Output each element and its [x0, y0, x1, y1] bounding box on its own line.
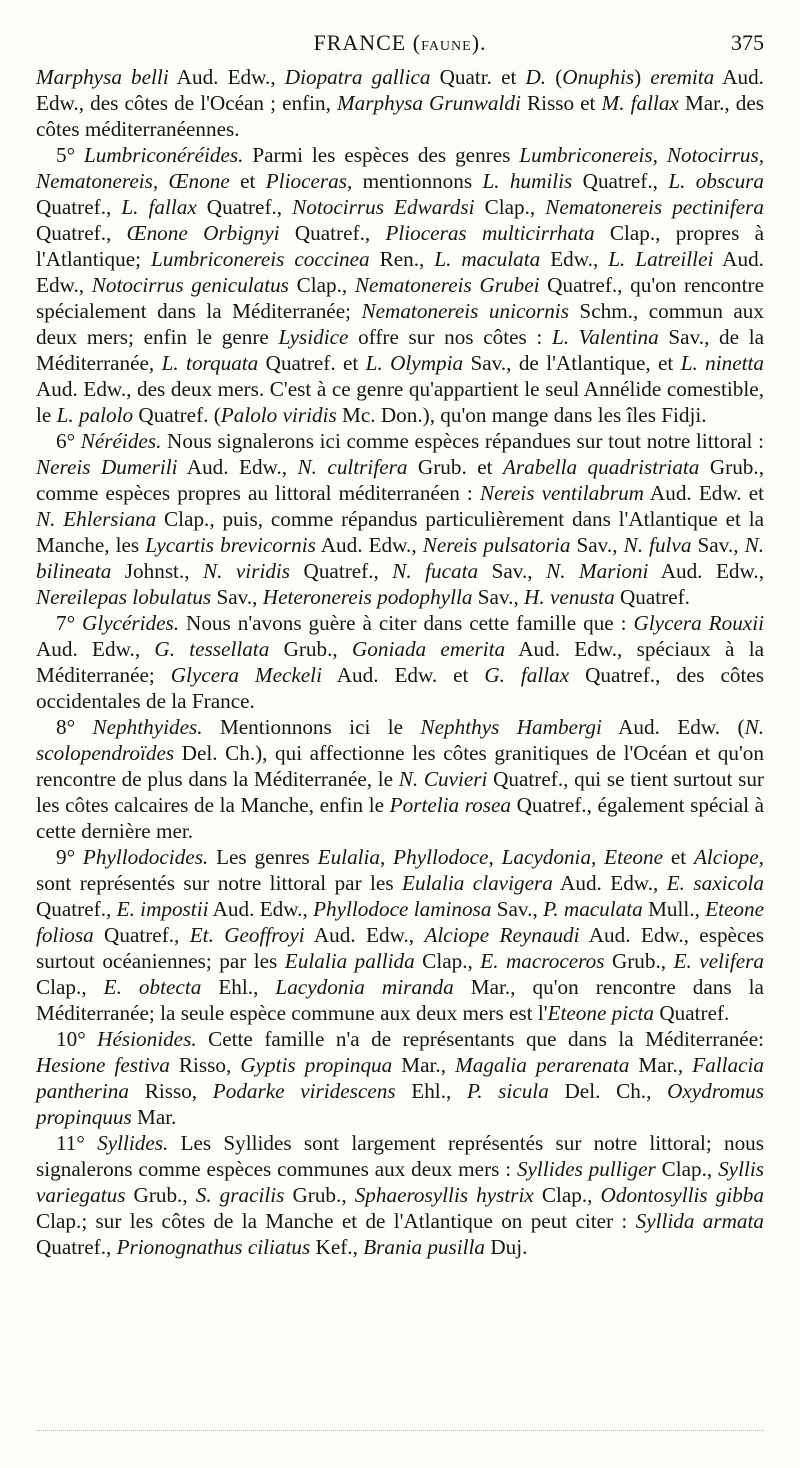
text-run: Mc. Don.), qu'on mange dans les îles Fidji.	[336, 403, 707, 427]
italic-run: Prionognathus ciliatus	[116, 1235, 311, 1259]
text-run: Sav.,	[570, 533, 624, 557]
italic-run: Nereis ventilabrum	[479, 481, 644, 505]
text-run: Grub.,	[284, 1183, 355, 1207]
italic-run: L. obscura	[668, 169, 765, 193]
italic-run: Portelia rosea	[389, 793, 511, 817]
italic-run: Oxydromus propinquus	[36, 1079, 764, 1129]
text-run: Aud. Edw.,	[315, 533, 423, 557]
italic-run: Notocirrus geniculatus	[91, 273, 289, 297]
text-run: Quatref.,	[196, 195, 293, 219]
text-run: Quatref.,	[572, 169, 669, 193]
italic-run: L. ninetta	[680, 351, 764, 375]
text-run: Les genres	[208, 845, 318, 869]
italic-run: Lumbriconéréides.	[83, 143, 244, 167]
text-run: Risso,	[129, 1079, 213, 1103]
text-run: Quatref.,	[36, 1235, 117, 1259]
text-run: Clap.; sur les côtes de la Manche et de l'Atlantique on peut citer :	[36, 1209, 636, 1233]
italic-run: L. Latreillei	[608, 247, 714, 271]
text-run: et	[663, 845, 694, 869]
text-run: Johnst.,	[111, 559, 204, 583]
italic-run: N. Cuvieri	[398, 767, 488, 791]
italic-run: Nereis pulsatoria	[422, 533, 571, 557]
italic-run: M. fallax	[601, 91, 679, 115]
text-run: Quatref., qu'on rencontre spécialement dans la Méditerranée;	[36, 273, 764, 323]
italic-run: Syllida armata	[635, 1209, 765, 1233]
italic-run: Alciope Reynaudi	[424, 923, 580, 947]
italic-run: Glycera Meckeli	[170, 663, 322, 687]
italic-run: E. saxicola	[666, 871, 764, 895]
text-run: Aud. Edw. et	[643, 481, 764, 505]
text-run: Quatref.,	[93, 923, 190, 947]
text-run: Schm., commun aux deux mers; enfin le genre	[36, 299, 764, 349]
text-run: Grub., comme espèces propres au littoral méditerranéen :	[36, 455, 764, 505]
text-run: Quatref.	[614, 585, 690, 609]
italic-run: Glycera Rouxii	[633, 611, 764, 635]
text-run: Clap.,	[533, 1183, 601, 1207]
text-run: 11°	[56, 1131, 98, 1155]
page-number: 375	[731, 30, 764, 55]
text-run: Quatref.,	[290, 559, 393, 583]
italic-run: Arabella quadristriata	[502, 455, 700, 479]
text-run: 10°	[56, 1027, 98, 1051]
italic-run: Onuphis	[562, 65, 635, 89]
paragraph	[36, 844, 764, 1026]
text-run: Nous signalerons ici comme espèces répandues sur tout notre littoral :	[161, 429, 764, 453]
paragraph	[36, 610, 764, 714]
italic-run: Marphysa Grunwaldi	[337, 91, 521, 115]
text-run: Les Syllides sont largement représentés sur notre littoral; nous signalerons comme espèces communes aux deux mers :	[36, 1131, 765, 1181]
italic-run: Hesione festiva	[36, 1053, 170, 1077]
italic-run: Alciope,	[693, 845, 764, 869]
italic-run: Nereis Dumerili	[36, 455, 178, 479]
text-run: Quatref. (	[133, 403, 221, 427]
text-run: Del. Ch.), qui affectionne les côtes granitiques de l'Océan et qu'on rencontre de plus dans la Méditerranée, le	[36, 741, 764, 791]
title-main: FRANCE (	[313, 30, 422, 55]
text-run: Grub.,	[125, 1183, 196, 1207]
text-run: Parmi les espèces des genres	[243, 143, 520, 167]
text-run: Aud. Edw.,	[36, 247, 764, 297]
text-run: Grub.,	[604, 949, 674, 973]
italic-run: Plioceras,	[265, 169, 353, 193]
italic-run: Nematonereis unicornis	[361, 299, 569, 323]
italic-run: Lacydonia miranda	[275, 975, 454, 999]
italic-run: Nematonereis pectinifera	[545, 195, 764, 219]
text-run: Nous n'avons guère à citer dans cette famille que :	[179, 611, 634, 635]
text-run: Aud. Edw.,	[648, 559, 764, 583]
title-small-caps: FAUNE	[421, 39, 472, 54]
text-run: Mar.,	[392, 1053, 456, 1077]
italic-run: Et. Geoffroyi	[189, 923, 305, 947]
italic-run: S. gracilis	[195, 1183, 285, 1207]
text-run: Quatref., des côtes occidentales de la France.	[36, 663, 764, 713]
italic-run: Eteone foliosa	[36, 897, 765, 947]
text-run: Mar.,	[629, 1053, 693, 1077]
text-run: Mar.	[131, 1105, 177, 1129]
italic-run: Eulalia pallida	[284, 949, 415, 973]
text-run: Risso et	[520, 91, 602, 115]
italic-run: H. venusta	[524, 585, 615, 609]
text-run: Aud. Edw., des côtes de l'Océan ; enfin,	[36, 65, 764, 115]
italic-run: E. impostii	[116, 897, 209, 921]
text-run: Quatref. et	[258, 351, 366, 375]
text-run: offre sur nos côtes :	[348, 325, 552, 349]
italic-run: L. Olympia	[365, 351, 464, 375]
italic-run: Diopatra gallica	[284, 65, 431, 89]
text-run: Clap.,	[288, 273, 355, 297]
italic-run: Glycérides.	[82, 611, 180, 635]
italic-run: L. humilis	[482, 169, 573, 193]
italic-run: Palolo viridis	[220, 403, 337, 427]
italic-run: Heteronereis podophylla	[262, 585, 473, 609]
text-run: Clap.,	[474, 195, 546, 219]
italic-run: N. fulva	[623, 533, 692, 557]
paragraph	[36, 1130, 764, 1260]
text-run: Duj.	[485, 1235, 528, 1259]
paragraph	[36, 428, 764, 610]
title-end: ).	[471, 30, 487, 55]
italic-run: Syllides pulliger	[516, 1157, 656, 1181]
italic-run: Plioceras multicirrhata	[385, 221, 595, 245]
italic-run: L. maculata	[434, 247, 541, 271]
text-run: Aud. Edw.,	[177, 455, 298, 479]
italic-run: L. palolo	[56, 403, 134, 427]
italic-run: N. Marioni	[546, 559, 649, 583]
italic-run: Œnone Orbignyi	[126, 221, 280, 245]
italic-run: Eteone picta	[547, 1001, 655, 1025]
text-run: Aud. Edw.,	[304, 923, 425, 947]
text-run: sont représentés sur notre littoral par les	[36, 871, 402, 895]
italic-run: L. torquata	[161, 351, 259, 375]
text-run: Sav., de la Méditerranée,	[36, 325, 764, 375]
italic-run: Lycartis brevicornis	[145, 533, 316, 557]
italic-run: Hésionides.	[97, 1027, 197, 1051]
text-run: Mar., qu'on rencontre dans la Méditerranée; la seule espèce commune aux deux mers est l'	[36, 975, 764, 1025]
italic-run: N. scolopendroïdes	[36, 715, 764, 765]
text-run: 5°	[56, 143, 84, 167]
text-run: Clap.,	[414, 949, 481, 973]
text-run: Aud. Edw.,	[208, 897, 314, 921]
italic-run: Syllis variegatus	[36, 1157, 764, 1207]
text-run: Cette famille n'a de représentants que dans la Méditerranée:	[196, 1027, 764, 1051]
body-text	[36, 64, 764, 1260]
italic-run: N. fucata	[392, 559, 479, 583]
italic-run: Magalia perarenata	[455, 1053, 630, 1077]
italic-run: Néréides.	[80, 429, 162, 453]
text-run: Quatref., également spécial à cette dernière mer.	[36, 793, 764, 843]
text-run: Sav.,	[491, 897, 544, 921]
italic-run: Eulalia, Phyllodoce, Lacydonia, Eteone	[317, 845, 663, 869]
italic-run: N. bilineata	[36, 533, 765, 583]
italic-run: Lumbriconereis, Notocirrus, Nematonereis, Œnone	[36, 143, 764, 193]
italic-run: Nephthys Hambergi	[420, 715, 602, 739]
paragraph	[36, 64, 764, 142]
text-run: Mar., des côtes méditerranéennes.	[36, 91, 764, 141]
italic-run: E. obtecta	[103, 975, 202, 999]
italic-run: eremita	[650, 65, 715, 89]
text-run: )	[634, 65, 651, 89]
running-header	[36, 26, 764, 60]
italic-run: Phyllodocides.	[82, 845, 209, 869]
italic-run: D.	[525, 65, 547, 89]
italic-run: Odontosyllis gibba	[600, 1183, 764, 1207]
bottom-dotted-rule	[36, 1430, 764, 1431]
italic-run: N. viridis	[203, 559, 291, 583]
italic-run: Lysidice	[278, 325, 349, 349]
text-run: Grub. et	[407, 455, 503, 479]
italic-run: Nereilepas lobulatus	[36, 585, 212, 609]
text-run: Grub.,	[269, 637, 352, 661]
text-run: Aud. Edw., des deux mers. C'est à ce genre qu'appartient le seul Annélide comestible, le	[36, 377, 764, 427]
italic-run: Brania pusilla	[363, 1235, 486, 1259]
italic-run: Nematonereis Grubei	[354, 273, 540, 297]
italic-run: N. Ehlersiana	[36, 507, 157, 531]
text-run: Quatref.,	[36, 897, 117, 921]
text-run: 6°	[56, 429, 81, 453]
paragraph	[36, 142, 764, 428]
text-run: Kef.,	[310, 1235, 364, 1259]
text-run: 7°	[56, 611, 83, 635]
italic-run: Fallacia pantherina	[36, 1053, 764, 1103]
text-run: Sav.,	[691, 533, 745, 557]
text-run: mentionnons	[352, 169, 483, 193]
text-run: Aud. Edw.,	[552, 871, 667, 895]
paragraph	[36, 714, 764, 844]
italic-run: Gyptis propinqua	[240, 1053, 393, 1077]
text-run: Clap.,	[36, 975, 104, 999]
text-run: Del. Ch.,	[548, 1079, 668, 1103]
text-run: et	[229, 169, 266, 193]
italic-run: E. velifera	[673, 949, 765, 973]
italic-run: Sphaerosyllis hystrix	[354, 1183, 534, 1207]
italic-run: E. macroceros	[480, 949, 605, 973]
running-title	[36, 30, 764, 56]
text-run: Aud. Edw., spéciaux à la Méditerranée;	[36, 637, 764, 687]
text-run: (	[546, 65, 563, 89]
text-run: 9°	[56, 845, 83, 869]
italic-run: L. Valentina	[551, 325, 659, 349]
italic-run: Syllides.	[97, 1131, 169, 1155]
text-run: Sav.,	[478, 559, 547, 583]
text-run: Aud. Edw. et	[321, 663, 485, 687]
text-run: Aud. Edw., espèces surtout océaniennes; par les	[36, 923, 765, 973]
italic-run: L. fallax	[121, 195, 197, 219]
text-run: Quatref.,	[36, 195, 122, 219]
italic-run: N. cultrifera	[297, 455, 408, 479]
text-run: Ren.,	[369, 247, 435, 271]
text-run: Quatr. et	[430, 65, 526, 89]
text-run: Sav.,	[472, 585, 525, 609]
text-run: Quatref.,	[279, 221, 386, 245]
italic-run: G. tessellata	[154, 637, 270, 661]
italic-run: Phyllodoce laminosa	[313, 897, 492, 921]
italic-run: P. sicula	[466, 1079, 549, 1103]
text-run: Sav., de l'Atlantique, et	[463, 351, 681, 375]
text-run: Clap., puis, comme répandus particulièrement dans l'Atlantique et la Manche, les	[36, 507, 764, 557]
text-run: 8°	[56, 715, 93, 739]
text-run: Sav.,	[211, 585, 263, 609]
text-run: Mentionnons ici le	[202, 715, 421, 739]
text-run: Quatref., qui se tient surtout sur les côtes calcaires de la Manche, enfin le	[36, 767, 764, 817]
text-run: Clap.,	[655, 1157, 719, 1181]
italic-run: P. maculata	[543, 897, 643, 921]
text-run: Ehl.,	[395, 1079, 467, 1103]
italic-run: Nephthyides.	[92, 715, 203, 739]
text-run: Mull.,	[642, 897, 706, 921]
text-run: Risso,	[169, 1053, 241, 1077]
text-run: Quatref.	[654, 1001, 730, 1025]
italic-run: G. fallax	[484, 663, 570, 687]
text-run: Aud. Edw. (	[601, 715, 745, 739]
text-run: Quatref.,	[36, 221, 127, 245]
text-run: Aud. Edw.,	[168, 65, 285, 89]
text-run: Clap., propres à l'Atlantique;	[36, 221, 765, 271]
italic-run: Goniada emerita	[351, 637, 506, 661]
text-run: Edw.,	[540, 247, 609, 271]
text-run: Aud. Edw.,	[36, 637, 155, 661]
italic-run: Eulalia clavigera	[402, 871, 553, 895]
italic-run: Podarke viridescens	[212, 1079, 396, 1103]
italic-run: Lumbriconereis coccinea	[151, 247, 370, 271]
paragraph	[36, 1026, 764, 1130]
italic-run: Notocirrus Edwardsi	[292, 195, 475, 219]
italic-run: Marphysa belli	[36, 65, 169, 89]
text-run: Ehl.,	[201, 975, 276, 999]
